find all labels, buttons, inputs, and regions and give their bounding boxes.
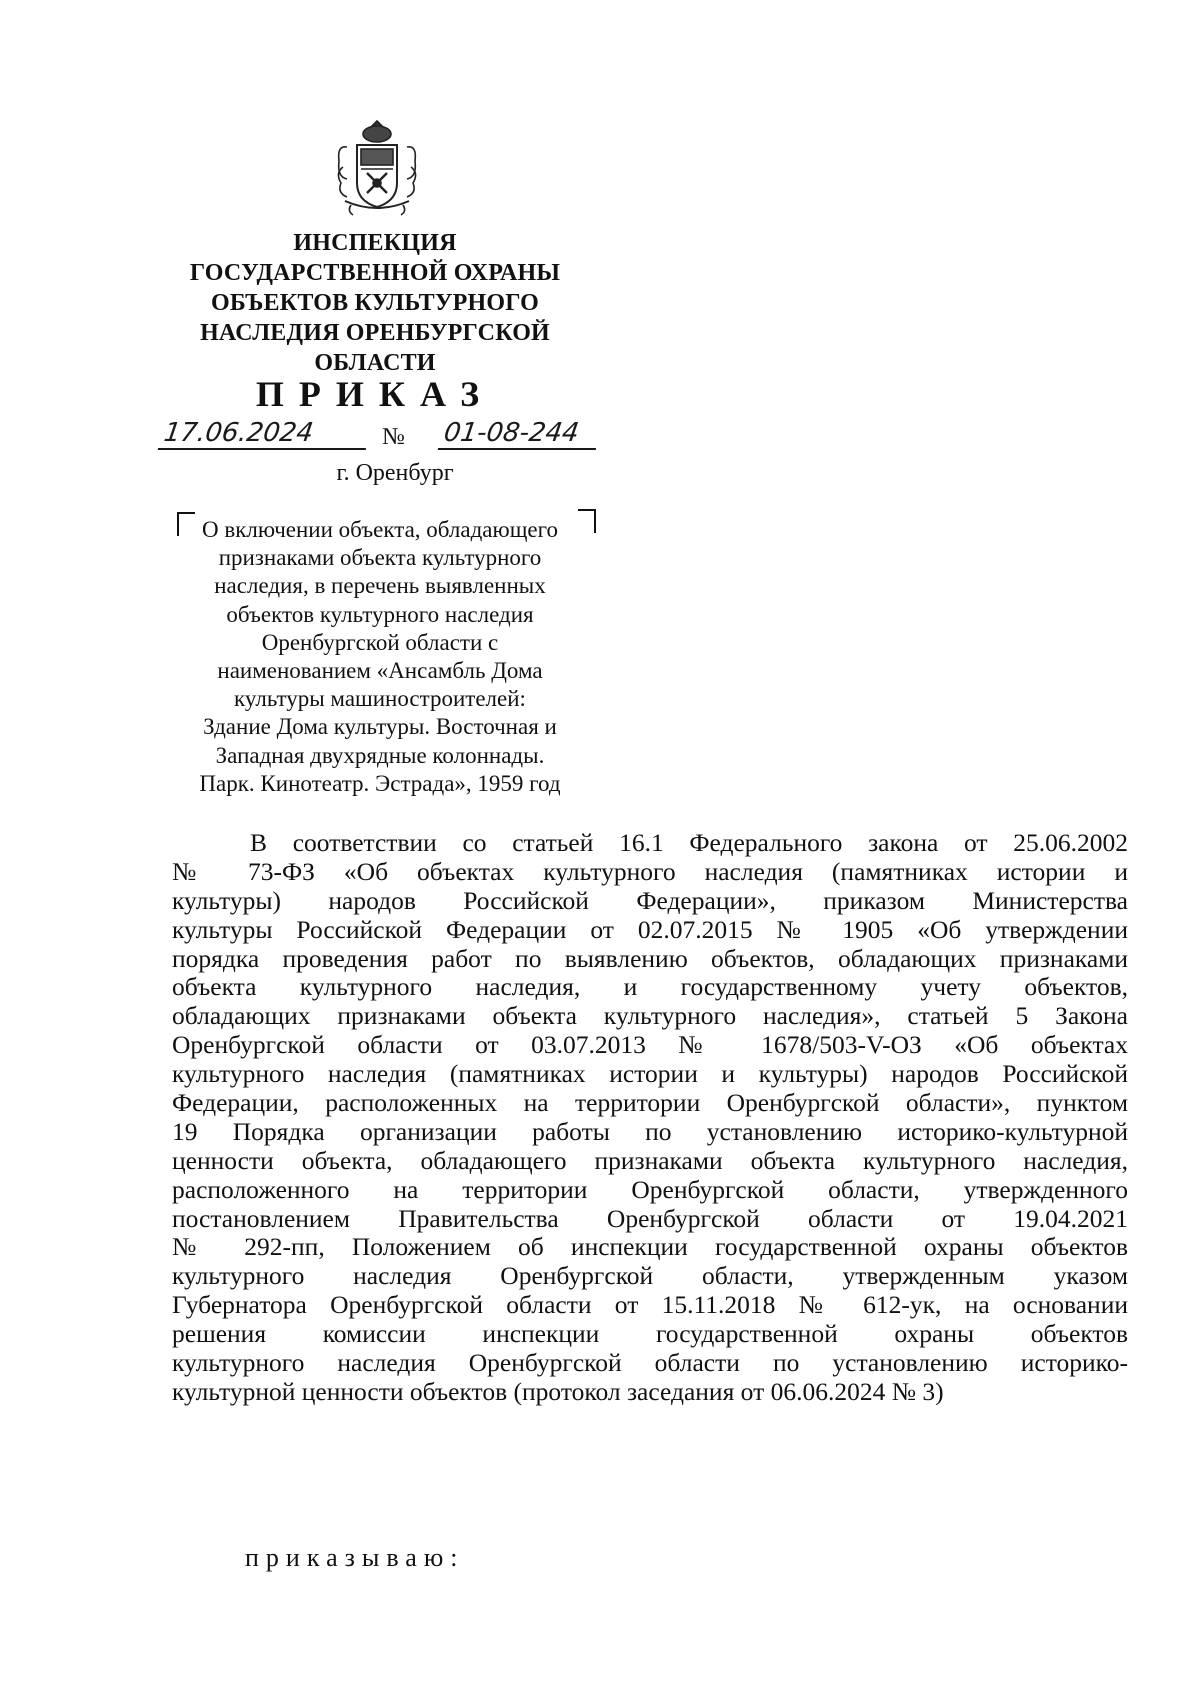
body-line: культурного наследия (памятниках истории и культуры) народов Российской (172, 1059, 1128, 1089)
authority-line: НАСЛЕДИЯ ОРЕНБУРГСКОЙ (200, 320, 550, 346)
body-line: 19 Порядка организации работы по установлению историко-культурной (172, 1116, 1128, 1146)
order-word: приказываю: (245, 1543, 465, 1572)
subject-line: наследия, в перечень выявленных (214, 573, 546, 599)
body-line: постановлением Правительства Оренбургской области от 19.04.2021 (172, 1203, 1128, 1233)
handwritten-date: 17.06.2024 (158, 418, 370, 450)
authority-line: ОБЪЕКТОВ КУЛЬТУРНОГО (210, 290, 540, 316)
body-line: Федерации, расположенных на территории Оренбургской области», пунктом (172, 1088, 1128, 1118)
number-sign: № (382, 424, 405, 450)
body-line: расположенного на территории Оренбургской области, утвержденного (172, 1174, 1128, 1204)
subject-line: Оренбургской области с (261, 629, 499, 655)
subject-line: наименованием «Ансамбль Дома (217, 658, 543, 684)
coat-of-arms-emblem (333, 117, 421, 217)
body-line: культурной ценности объектов (протокол заседания от 06.06.2024 № 3) (172, 1376, 944, 1406)
city-line: г. Оренбург (336, 460, 454, 486)
subject-line: Здание Дома культуры. Восточная и (203, 714, 557, 740)
body-line: культурного наследия Оренбургской области по установлению историко- (172, 1348, 1128, 1378)
subject-line: культуры машиностроителей: (234, 686, 526, 712)
body-line: ценности объекта, обладающего признаками объекта культурного наследия, (172, 1145, 1128, 1175)
authority-line: ОБЛАСТИ (314, 350, 436, 376)
body-line: культуры) народов Российской Федерации», приказом Министерства (172, 885, 1128, 915)
body-line: культуры Российской Федерации от 02.07.2015 № 1905 «Об утверждении (172, 914, 1128, 944)
body-line: объекта культурного наследия, и государственному учету объектов, (172, 972, 1128, 1002)
body-line: № 73-ФЗ «Об объектах культурного наследия (памятниках истории и (172, 856, 1128, 886)
date-number-row (150, 418, 610, 458)
document-type-title: ПРИКАЗ (255, 374, 495, 414)
subject-line: объектов культурного наследия (226, 601, 534, 627)
body-line: Оренбургской области от 03.07.2013 № 1678/503-V-ОЗ «Об объектах (172, 1030, 1128, 1060)
subject-line: Западная двухрядные колоннады. (215, 742, 545, 768)
issuing-authority (150, 228, 600, 378)
body-line: В соответствии со статьей 16.1 Федерального закона от 25.06.2002 (250, 828, 1128, 857)
body-line: решения комиссии инспекции государственной охраны объектов (172, 1319, 1128, 1349)
body-paragraph (172, 829, 1128, 1407)
subject-block (170, 516, 590, 798)
body-line: порядка проведения работ по выявлению объектов, обладающих признаками (172, 943, 1128, 973)
body-line: обладающих признаками объекта культурного наследия», статьей 5 Закона (172, 1001, 1128, 1031)
body-line: культурного наследия Оренбургской области, утвержденным указом (172, 1261, 1128, 1291)
handwritten-number: 01-08-244 (438, 418, 600, 450)
subject-line: Парк. Кинотеатр. Эстрада», 1959 год (199, 770, 561, 796)
authority-line: ИНСПЕКЦИЯ (293, 230, 457, 256)
subject-line: О включении объекта, обладающего (202, 517, 558, 542)
body-line: Губернатора Оренбургской области от 15.11.2018 № 612-ук, на основании (172, 1290, 1128, 1320)
subject-line: признаками объекта культурного (218, 545, 542, 571)
authority-line: ГОСУДАРСТВЕННОЙ ОХРАНЫ (189, 260, 561, 286)
body-line: № 292-пп, Положением об инспекции государственной охраны объектов (172, 1232, 1128, 1262)
